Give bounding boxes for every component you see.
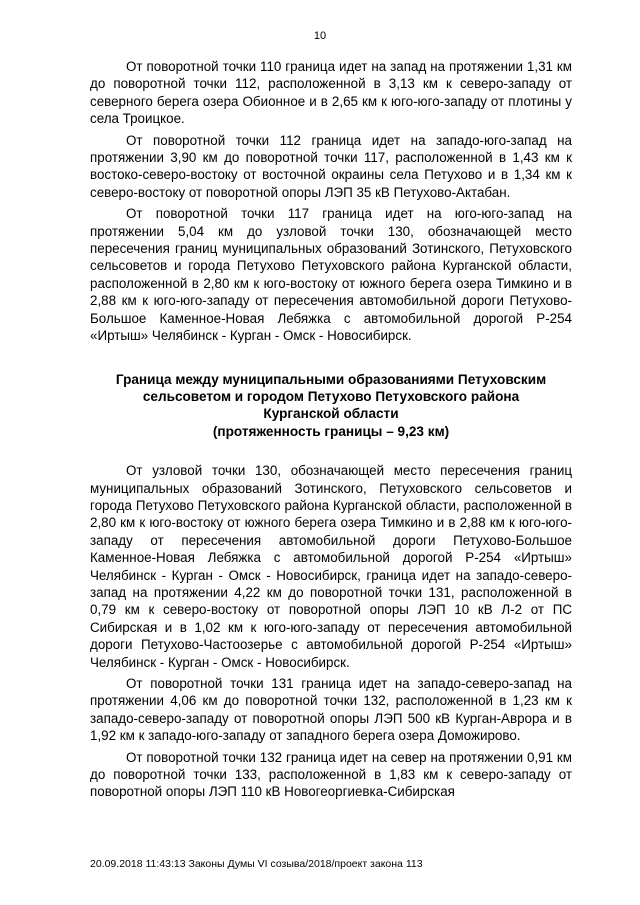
document-body: [90, 58, 572, 805]
heading-line: Граница между муниципальными образованиями Петуховским: [115, 371, 547, 387]
heading-line: Курганской области: [263, 406, 399, 422]
paragraph: От поворотной точки 132 граница идет на север на протяжении 0,91 км до поворотной точки 133, расположенной в 1,83 км к северо-западу от поворотной опоры ЛЭП 110 кВ Новогеоргиевка-Сибирская: [90, 749, 572, 800]
section-heading: [90, 371, 572, 441]
paragraph: От поворотной точки 110 граница идет на запад на протяжении 1,31 км до поворотной точки 112, расположенной в 3,13 км к северо-западу от северного берега озера Обионное и в 2,65 км к юго-юго-западу от плотины у села Троицкое.: [90, 59, 572, 127]
paragraph: От узловой точки 130, обозначающей место пересечения границ муниципальных образований Зотинского, Петуховского сельсоветов и города Петухово Петуховского района Курганской области, расположенной в 2,80 км к юго-востоку от южного берега озера Тимкино и в 2,88 км к юго-юго-западу от пересечения автомобильной дороги Петухово-Большое Каменное-Новая Лебяжка с автомобильной дорогой Р-254 «Иртыш» Челябинск - Курган - Омск - Новосибирск, граница идет на западо-северо-запад на протяжении 4,22 км до поворотной точки 131, расположенной в 0,79 км к северо-востоку от поворотной опоры ЛЭП 10 кВ Л-2 от ПС Сибирская и в 1,02 км к юго-юго-западу от пересечения автомобильной дороги Петухово-Частоозерье с автомобильной дорогой Р-254 «Иртыш» Челябинск - Курган - Омск - Новосибирск.: [90, 463, 572, 670]
paragraph: От поворотной точки 117 граница идет на юго-юго-запад на протяжении 5,04 км до узловой точки 130, обозначающей место пересечения границ муниципальных образований Зотинского, Петуховского сельсоветов и города Петухово Петуховского района Курганской области, расположенной в 2,80 км к юго-востоку от южного берега озера Тимкино и в 2,88 км к юго-юго-западу от пересечения автомобильной дороги Петухово-Большое Каменное-Новая Лебяжка с автомобильной дорогой Р-254 «Иртыш» Челябинск - Курган - Омск - Новосибирск.: [90, 206, 572, 344]
paragraph: От поворотной точки 112 граница идет на западо-юго-запад на протяжении 3,90 км до поворотной точки 117, расположенной в 1,43 км к востоко-северо-востоку от восточной окраины села Петухово и в 1,34 км к северо-востоку от поворотной опоры ЛЭП 35 кВ Петухово-Актабан.: [90, 132, 572, 200]
paragraph: От поворотной точки 131 граница идет на западо-северо-запад на протяжении 4,06 км до поворотной точки 132, расположенной в 1,23 км к западо-северо-западу от поворотной опоры ЛЭП 500 кВ Курган-Аврора и в 1,92 км к западо-юго-западу от западного берега озера Доможирово.: [90, 676, 572, 744]
page-number: 10: [313, 30, 327, 42]
heading-line: (протяженность границы – 9,23 км): [212, 423, 450, 439]
footer-path: 20.09.2018 11:43:13 Законы Думы VI созыва/2018/проект закона 113: [90, 858, 423, 870]
heading-line: сельсоветом и городом Петухово Петуховского района: [142, 388, 520, 404]
